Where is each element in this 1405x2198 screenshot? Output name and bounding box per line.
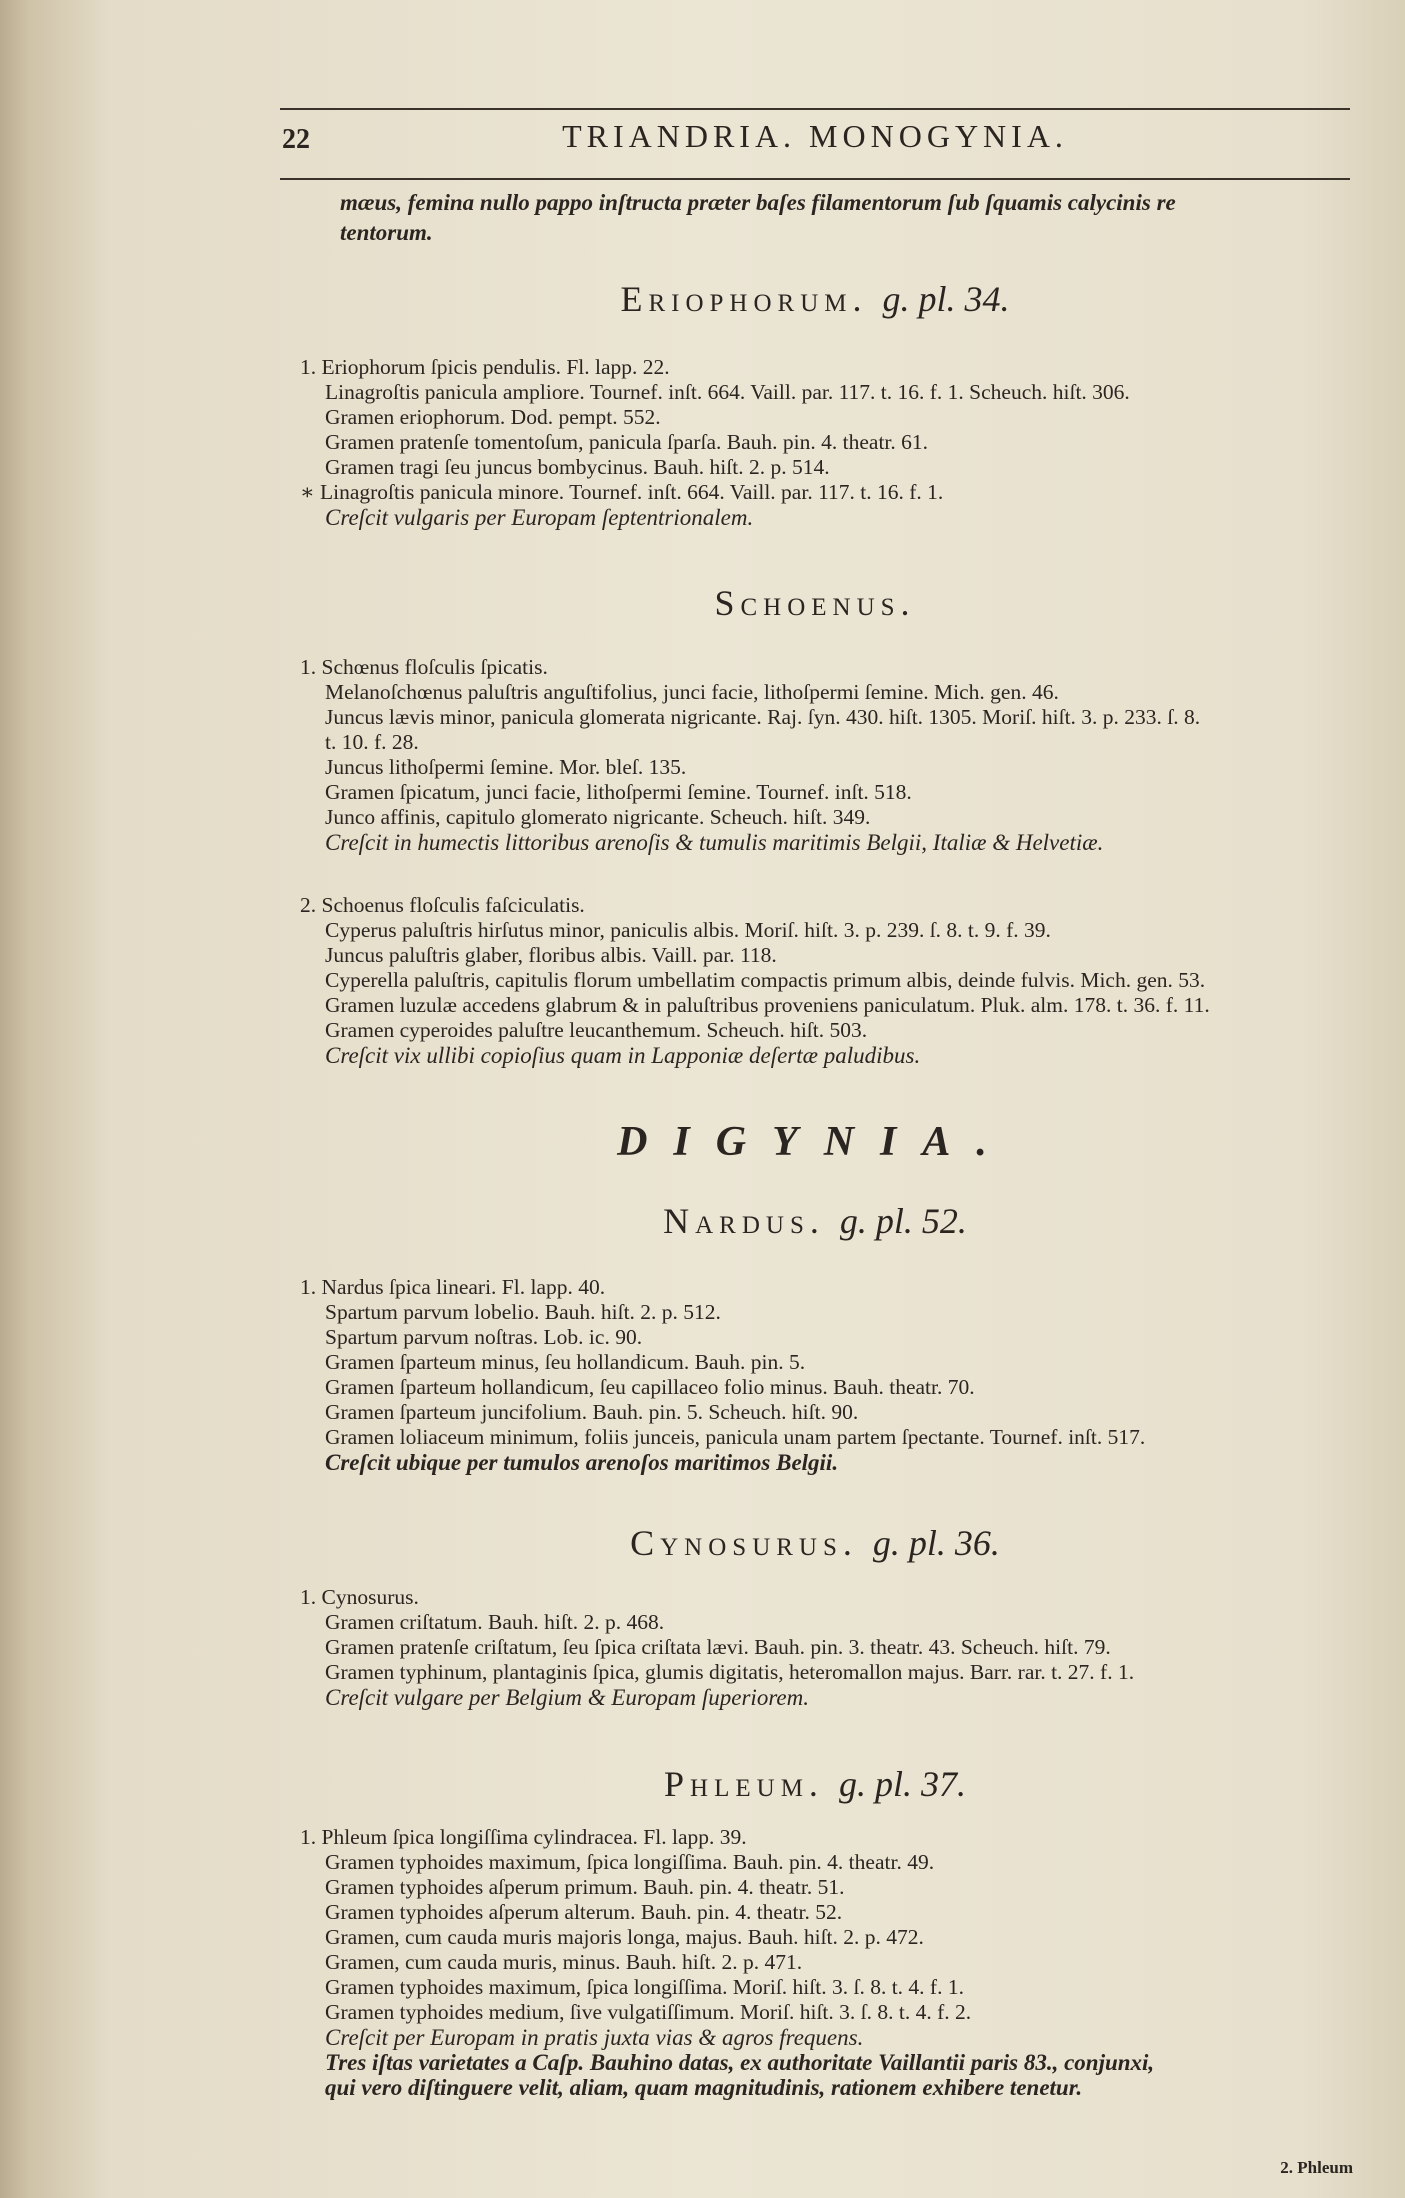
genus-name: Schoenus. [714,583,916,623]
genus-ref: g. pl. 52. [839,1201,967,1241]
genus-title-schoenus [280,582,1350,624]
entry-line: 2. Schoenus floſculis faſciculatis. [300,893,585,917]
order-title-digynia: DIGYNIA. [617,1119,1013,1165]
entry-line: Gramen typhoides aſperum alterum. Bauh. pin. 4. theatr. 52. [325,1900,843,1924]
header-bottom-rule [280,178,1350,180]
entry-line: Juncus lithoſpermi ſemine. Mor. bleſ. 135. [325,755,687,779]
entry-line: Melanoſchœnus paluſtris anguſtifolius, junci facie, lithoſpermi ſemine. Mich. gen. 46. [325,680,1059,704]
habitat-line: Creſcit ubique per tumulos arenoſos maritimos Belgii. [325,1450,839,1475]
genus-name: Cynosurus. [630,1523,858,1563]
entry-line: Gramen ſparteum minus, ſeu hollandicum. Bauh. pin. 5. [325,1350,806,1374]
genus-title-cynosurus [280,1522,1350,1564]
entry-line: Gramen eriophorum. Dod. pempt. 552. [325,405,661,429]
schoenus-species-2 [300,893,1360,1068]
entry-line: 1. Eriophorum ſpicis pendulis. Fl. lapp. 22. [300,355,670,379]
entry-line: 1. Schœnus floſculis ſpicatis. [300,655,548,679]
entry-line: Gramen ſpicatum, junci facie, lithoſpermi ſemine. Tournef. inſt. 518. [325,780,912,804]
running-title: TRIANDRIA. MONOGYNIA. [562,118,1068,154]
entry-line: Gramen criſtatum. Bauh. hiſt. 2. p. 468. [325,1610,665,1634]
catchword: 2. Phleum [1280,2158,1353,2177]
genus-name: Eriophorum. [620,279,868,319]
entry-line: Cyperus paluſtris hirſutus minor, paniculis albis. Moriſ. hiſt. 3. p. 239. ſ. 8. t. 9. f. 39. [325,918,1051,942]
entry-line: Gramen typhoides medium, ſive vulgatiſſimum. Moriſ. hiſt. 3. ſ. 8. t. 4. f. 2. [325,2000,972,2024]
intro-line: mæus, femina nullo pappo inſtructa præter baſes filamentorum ſub ſquamis calycinis re [340,190,1176,215]
entry-line: Spartum parvum noſtras. Lob. ic. 90. [325,1325,643,1349]
entry-line: 1. Nardus ſpica lineari. Fl. lapp. 40. [300,1275,606,1299]
eriophorum-entries [300,355,1360,530]
entry-line: Gramen loliaceum minimum, foliis junceis, panicula unam partem ſpectante. Tournef. inſt. 517. [325,1425,1146,1449]
page-number: 22 [282,124,310,155]
entry-line: Gramen pratenſe criſtatum, ſeu ſpica criſtata lævi. Bauh. pin. 3. theatr. 43. Scheuch. hiſt. 79. [325,1635,1111,1659]
habitat-line: Creſcit in humectis littoribus arenoſis & tumulis maritimis Belgii, Italiæ & Helvetiæ. [325,830,1104,855]
header-top-rule [280,108,1350,110]
entry-line: ∗ Linagroſtis panicula minore. Tournef. inſt. 664. Vaill. par. 117. t. 16. f. 1. [300,480,944,504]
entry-line: Junco affinis, capitulo glomerato nigricante. Scheuch. hiſt. 349. [325,805,871,829]
entry-line: Gramen luzulæ accedens glabrum & in paluſtribus proveniens paniculatum. Pluk. alm. 178. t. 36. f. 11. [325,993,1210,1017]
entry-line: Gramen typhoides maximum, ſpica longiſſima. Moriſ. hiſt. 3. ſ. 8. t. 4. f. 1. [325,1975,964,1999]
entry-line: Juncus lævis minor, panicula glomerata nigricante. Raj. ſyn. 430. hiſt. 1305. Moriſ. hiſt. 3. p. 233. ſ. 8. [325,705,1201,729]
cynosurus-entries [300,1585,1360,1710]
genus-title-eriophorum [280,278,1350,320]
entry-line: t. 10. f. 28. [325,730,419,754]
entry-line: Gramen, cum cauda muris, minus. Bauh. hiſt. 2. p. 471. [325,1950,803,1974]
entry-line: Gramen ſparteum juncifolium. Bauh. pin. 5. Scheuch. hiſt. 90. [325,1400,859,1424]
genus-name: Nardus. [663,1201,825,1241]
genus-ref: g. pl. 34. [882,279,1010,319]
genus-title-nardus [280,1200,1350,1242]
habitat-line: Creſcit per Europam in pratis juxta vias & agros frequens. [325,2025,864,2050]
entry-line: Gramen typhinum, plantaginis ſpica, glumis digitatis, heteromallon majus. Barr. rar. t. 27. f. 1. [325,1660,1135,1684]
entry-line: Gramen, cum cauda muris majoris longa, majus. Bauh. hiſt. 2. p. 472. [325,1925,924,1949]
genus-title-phleum [280,1763,1350,1805]
entry-line: Gramen typhoides aſperum primum. Bauh. pin. 4. theatr. 51. [325,1875,845,1899]
intro-text [340,188,1400,248]
page-header [280,118,1350,168]
entry-line: Cyperella paluſtris, capitulis florum umbellatim compactis primum albis, deinde fulvis. Mich. gen. 53. [325,968,1206,992]
genus-name: Phleum. [664,1764,824,1804]
schoenus-species-1 [300,655,1360,855]
habitat-line: Creſcit vix ullibi copioſius quam in Lapponiæ deſertæ paludibus. [325,1043,921,1068]
nardus-entries [300,1275,1360,1475]
entry-line: Linagroſtis panicula ampliore. Tournef. inſt. 664. Vaill. par. 117. t. 16. f. 1. Scheuch. hiſt. 306. [325,380,1130,404]
entry-line: Gramen pratenſe tomentoſum, panicula ſparſa. Bauh. pin. 4. theatr. 61. [325,430,929,454]
entry-line: Spartum parvum lobelio. Bauh. hiſt. 2. p. 512. [325,1300,721,1324]
entry-line: 1. Phleum ſpica longiſſima cylindracea. Fl. lapp. 39. [300,1825,747,1849]
entry-line: Gramen cyperoides paluſtre leucanthemum. Scheuch. hiſt. 503. [325,1018,868,1042]
entry-line: Gramen ſparteum hollandicum, ſeu capillaceo folio minus. Bauh. theatr. 70. [325,1375,975,1399]
genus-ref: g. pl. 36. [872,1523,1000,1563]
intro-line: tentorum. [340,220,433,245]
entry-line: Gramen typhoides maximum, ſpica longiſſima. Bauh. pin. 4. theatr. 49. [325,1850,935,1874]
note-line: qui vero diſtinguere velit, aliam, quam magnitudinis, rationem exhibere tenetur. [325,2075,1083,2100]
genus-ref: g. pl. 37. [838,1764,966,1804]
habitat-line: Creſcit vulgaris per Europam ſeptentrionalem. [325,505,754,530]
note-line: Tres iſtas varietates a Caſp. Bauhino datas, ex authoritate Vaillantii paris 83., conjunxi, [325,2050,1155,2075]
habitat-line: Creſcit vulgare per Belgium & Europam ſuperiorem. [325,1685,809,1710]
phleum-entries [300,1825,1360,2100]
entry-line: 1. Cynosurus. [300,1585,419,1609]
entry-line: Juncus paluſtris glaber, floribus albis. Vaill. par. 118. [325,943,777,967]
entry-line: Gramen tragi ſeu juncus bombycinus. Bauh. hiſt. 2. p. 514. [325,455,830,479]
